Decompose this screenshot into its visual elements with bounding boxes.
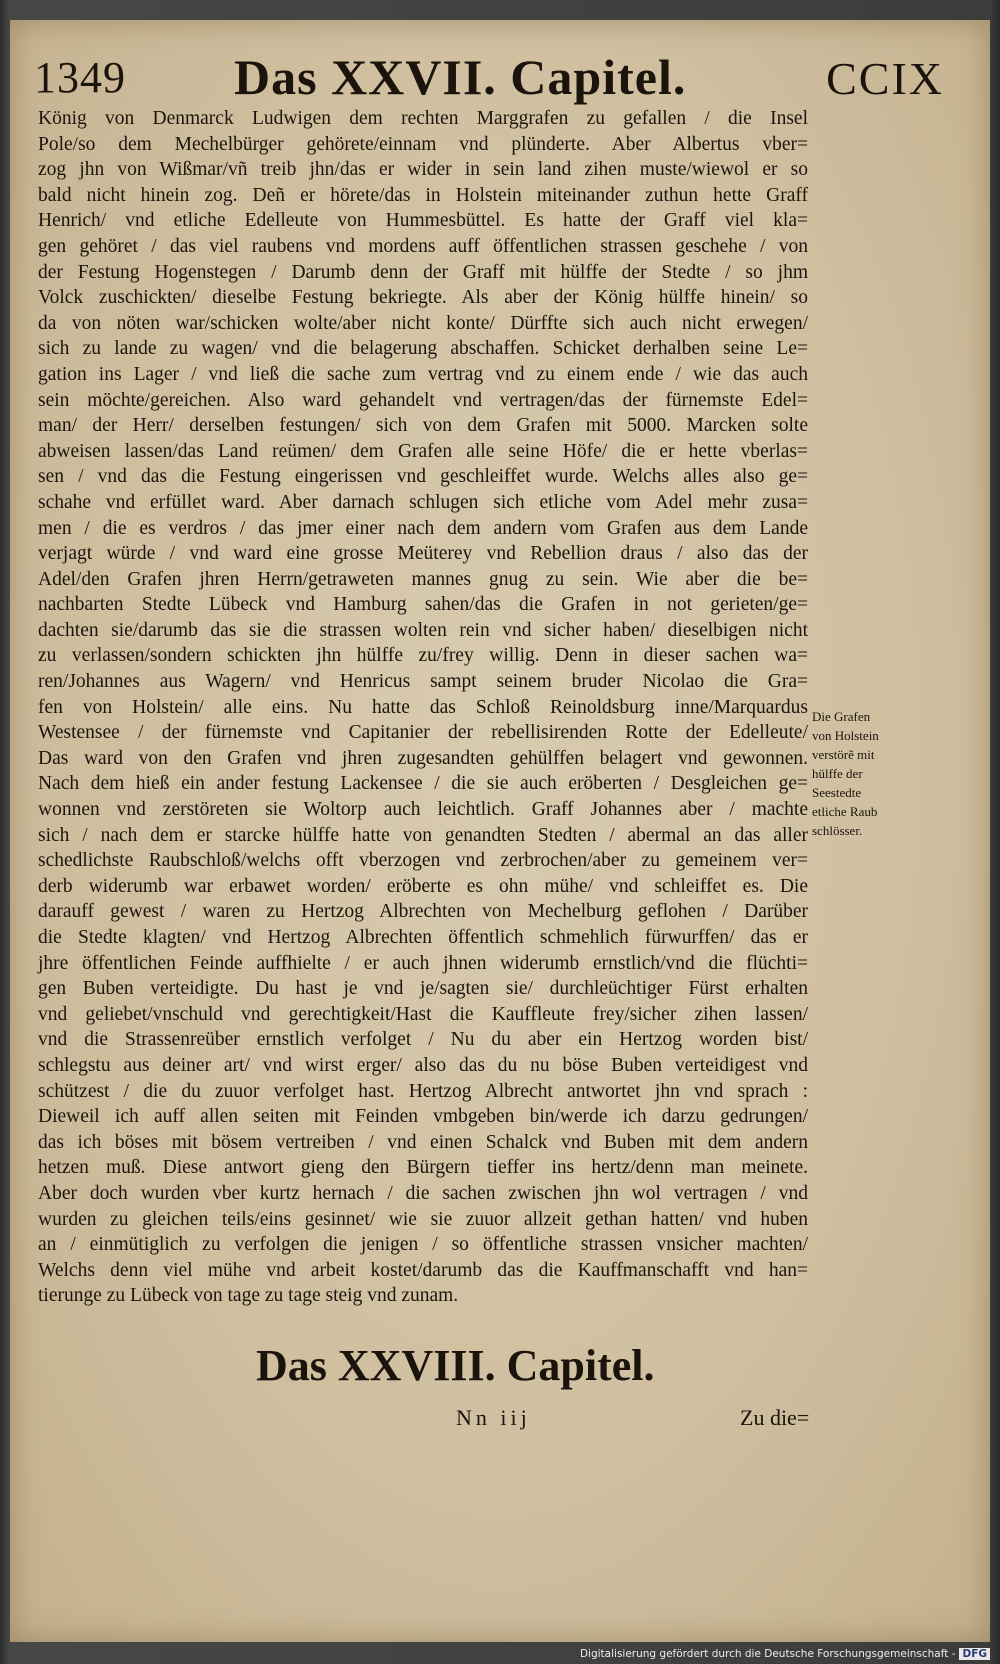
text-line: König von Denmarck Ludwigen dem rechten Marggrafen zu gefallen / die Insel	[38, 108, 808, 129]
text-line: schedlichste Raubschloß/welchs offt vberzogen vnd zerbrochen/aber zu gemeinem ver=	[38, 850, 808, 872]
chapter-title: Das XXVII. Capitel.	[234, 49, 687, 105]
text-line: Aber doch wurden vber kurtz hernach / die sachen zwischen jhn wol vertragen / vnd	[38, 1182, 808, 1204]
marginal-note-line: Die Grafen	[812, 709, 871, 724]
text-line: darauff gewest / waren zu Hertzog Albrechten von Mechelburg geflohen / Darüber	[38, 901, 808, 923]
text-line: gen Buben verteidigte. Du hast je vnd je/sagten sie/ durchleüchtiger Fürst erhalten	[38, 978, 808, 1000]
text-line: fen von Holstein/ alle eins. Nu hatte das Schloß Reinoldsburg inne/Marquardus	[38, 696, 808, 718]
text-line: jhre öffentlichen Feinde auffhielte / er auch jhnen widerumb ernstlich/vnd die flüchti=	[38, 952, 808, 974]
text-line: vnd die Strassenreüber ernstlich verfolget / Nu du aber ein Hertzog worden bist/	[38, 1029, 808, 1051]
marginal-note-line: Seestedte	[812, 785, 862, 800]
text-line: der Festung Hogenstegen / Darumb denn der Graff mit hülffe der Stedte / so jhm	[38, 261, 808, 283]
text-line: Welchs denn viel mühe vnd arbeit kostet/darumb das die Kauffmanschafft vnd han=	[38, 1259, 808, 1281]
footer-text: Digitalisierung gefördert durch die Deutsche Forschungsgemeinschaft -	[579, 1648, 956, 1660]
text-line: dachten sie/darumb das sie die strassen wolten rein vnd sicher haben/ dieselbigen nicht	[38, 619, 808, 641]
text-line: Westensee / der fürnemste vnd Capitanier der rebellisirenden Rotte der Edelleute/	[38, 722, 808, 744]
text-line: Pole/so dem Mechelbürger gehörete/einnam vnd plünderte. Aber Albertus vber=	[38, 133, 808, 155]
text-line: hetzen muß. Diese antwort gieng den Bürgern tieffer ins hertz/denn man meinete.	[38, 1157, 808, 1179]
text-line: Volck zuschickten/ dieselbe Festung bekriegte. Als aber der König hülffe hinein/ so	[38, 287, 808, 309]
text-line: sein möchte/gereichen. Also ward gehandelt vnd vertragen/das der fürnemste Edel=	[38, 389, 808, 411]
text-line: verjagt würde / vnd ward eine grosse Meüterey vnd Rebellion draus / also das der	[38, 543, 808, 565]
marginal-note-line: hülffe der	[812, 766, 863, 781]
text-line: das ich böses mit bösem vertreiben / vnd einen Schalck vnd Buben mit dem andern	[38, 1131, 808, 1153]
text-line: ren/Johannes aus Wagern/ vnd Henricus sampt seinem bruder Nicolao die Gra=	[38, 671, 808, 693]
text-line: tierunge zu Lübeck von tage zu tage steig vnd zunam.	[38, 1285, 459, 1307]
folio-number-left: 1349	[34, 53, 126, 102]
text-line: schlegstu aus deiner art/ vnd wirst erger/ also das du nu böse Buben verteidigest vnd	[38, 1054, 808, 1076]
text-line: bald nicht hinein zog. Deñ er hörete/das in Holstein miteinander zuthun hette Graff	[38, 184, 808, 206]
text-line: men / die es verdros / das jmer einer nach dem andern vom Grafen aus dem Lande	[38, 517, 808, 539]
catchword: Zu die=	[740, 1405, 810, 1430]
text-line: vnd geliebet/vnschuld vnd gerechtigkeit/Hast die Kauffleute frey/sicher zihen lassen/	[38, 1003, 808, 1025]
text-line: sich zu lande zu wagen/ vnd die belagerung abschaffen. Schicket derhalben seine Le=	[38, 338, 808, 360]
marginal-note-line: verstörẽ mit	[812, 747, 875, 762]
text-line: sen / vnd das die Festung eingerissen vnd geschleiffet wurde. Welchs alles also ge=	[38, 466, 808, 488]
text-line: Adel/den Grafen jhren Herrn/getraweten mannes gnug zu sein. Wie aber die be=	[38, 568, 808, 590]
marginal-note-line: von Holstein	[812, 728, 879, 743]
text-line: wurden zu gleichen teils/eins gesinnet/ wie sie zuuor allzeit gethan hatten/ vnd huben	[38, 1208, 808, 1230]
text-line: da von nöten war/schicken wolte/aber nicht konte/ Dürffte sich auch nicht erwegen/	[38, 312, 808, 334]
folio-number-right: CCIX	[826, 53, 944, 104]
marginal-note	[812, 707, 912, 840]
text-line: an / einmütiglich zu verfolgen die jenigen / so öffentliche strassen vnsicher machten/	[38, 1234, 808, 1256]
text-line: zog jhn von Wißmar/vñ treib jhn/das er wider in sein land zihen muste/wiewol er so	[38, 159, 808, 181]
marginal-note-line: schlösser.	[812, 823, 863, 838]
text-line: abweisen lassen/das Land reümen/ dem Grafen alle seine Höfe/ die er hette vberlas=	[38, 440, 808, 462]
footer-credit	[580, 1648, 990, 1660]
text-line: schützest / die du zuuor verfolget hast. Hertzog Albrecht antwortet jhn vnd sprach :	[38, 1080, 808, 1102]
text-line: gen gehöret / das viel raubens vnd mordens auff öffentlichen strassen geschehe / von	[38, 235, 808, 257]
text-line: sich / nach dem er starcke hülffe hatte von genandten Stedten / abermal an das aller	[38, 824, 808, 846]
text-line: die Stedte klagten/ vnd Hertzog Albrechten öffentlich schmehlich fürwurffen/ das er	[38, 927, 808, 948]
text-line: nachbarten Stedte Lübeck vnd Hamburg sahen/das die Grafen in not gerieten/ge=	[38, 594, 808, 616]
next-chapter-title: Das XXVIII. Capitel.	[256, 1341, 655, 1390]
text-line: schahe vnd erfüllet ward. Aber darnach schlugen sich etliche vom Adel mehr zusa=	[38, 491, 808, 513]
marginal-note-line: etliche Raub	[812, 804, 878, 819]
dfg-logo: DFG	[959, 1648, 990, 1660]
text-line: derb widerumb war erbawet worden/ eröberte es ohn mühe/ vnd schleiffet es. Die	[38, 875, 808, 897]
body-text	[38, 106, 808, 1309]
text-line: man/ der Herr/ derselben festungen/ sich von dem Grafen mit 5000. Marcken solte	[38, 415, 808, 437]
text-line: Nach dem hieß ein ander festung Lackensee / die sie auch eröberten / Desgleichen ge=	[38, 773, 808, 795]
text-line: zu verlassen/sondern schickten jhn hülffe zu/frey willig. Denn in dieser sachen wa=	[38, 645, 808, 667]
text-line: Dieweil ich auff allen seiten mit Feinden vmbgeben bin/werde ich darzu gedrungen/	[38, 1106, 808, 1128]
page-header	[34, 48, 944, 108]
signature-mark: Nn iij	[456, 1405, 531, 1430]
text-line: Henrich/ vnd etliche Edelleute von Hummesbüttel. Es hatte der Graff viel kla=	[38, 210, 808, 232]
text-line: gation ins Lager / vnd ließ die sache zum vertrag vnd zu einem ende / wie das auch	[38, 363, 808, 385]
text-line: Das ward von den Grafen vnd jhren zugesandten gehülffen belagert vnd gewonnen.	[38, 747, 808, 769]
text-line: wonnen vnd zerstöreten sie Woltorp auch leichtlich. Graff Johannes aber / machte	[38, 799, 808, 821]
